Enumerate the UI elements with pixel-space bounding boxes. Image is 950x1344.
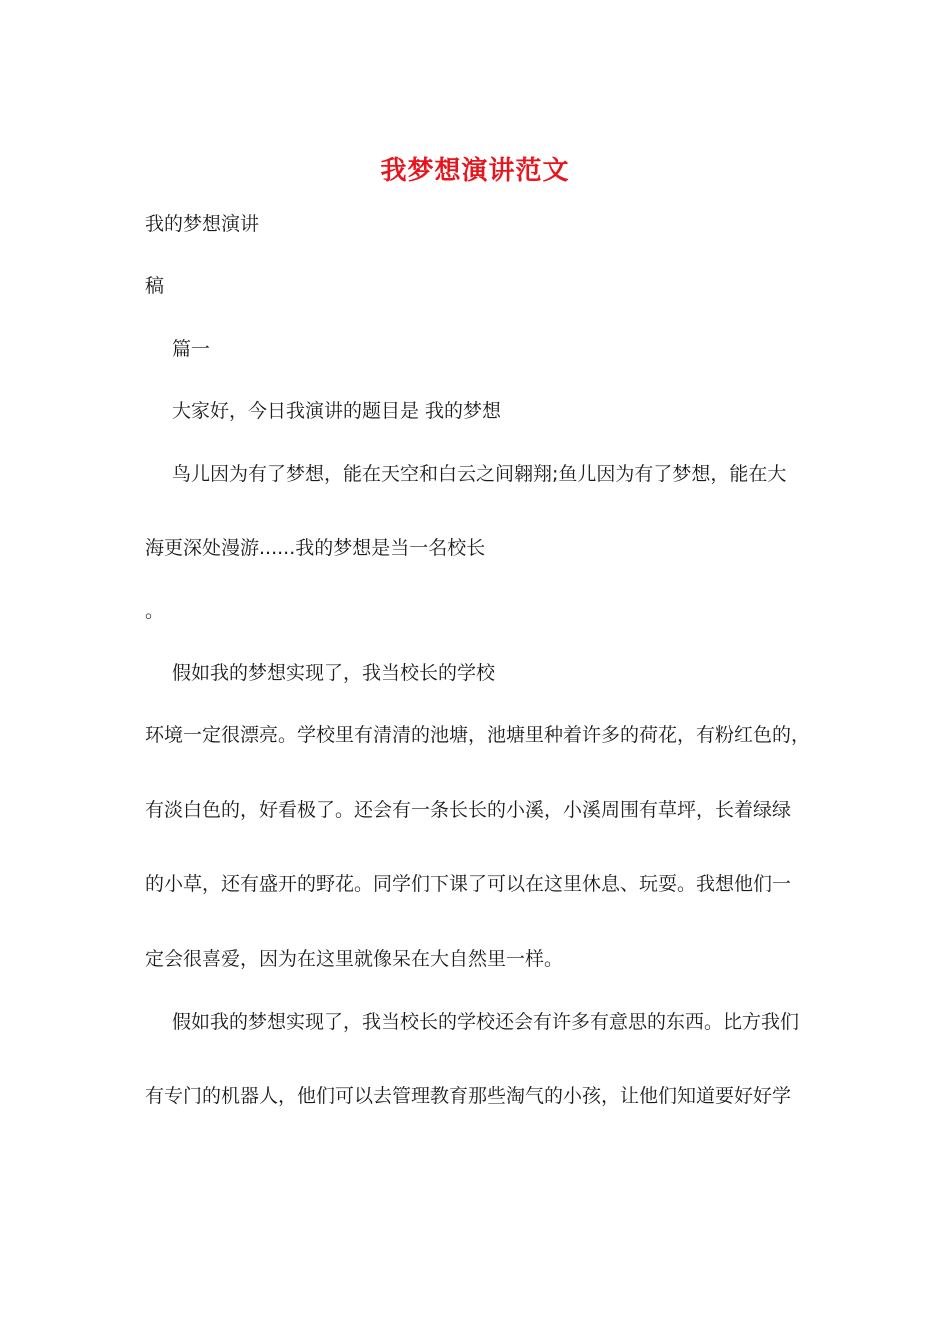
section-heading: 篇一	[172, 338, 211, 360]
text-line: 有淡白色的，好看极了。还会有一条长长的小溪，小溪周围有草坪，长着绿绿	[145, 799, 792, 821]
text-line: 稿	[145, 275, 165, 297]
text-line: 假如我的梦想实现了，我当校长的学校还会有许多有意思的东西。比方我们	[172, 1011, 800, 1033]
document-title: 我梦想演讲范文	[380, 156, 570, 186]
text-line: 有专门的机器人，他们可以去管理教育那些淘气的小孩，让他们知道要好好学	[145, 1085, 792, 1107]
text-line: 定会很喜爱，因为在这里就像呆在大自然里一样。	[145, 948, 564, 970]
text-line: 海更深处漫游......我的梦想是当一名校长	[145, 537, 486, 559]
text-line: 鸟儿因为有了梦想，能在天空和白云之间翱翔;鱼儿因为有了梦想，能在大	[172, 463, 787, 485]
text-line: 环境一定很漂亮。学校里有清清的池塘，池塘里种着许多的荷花，有粉红色的，	[145, 724, 811, 746]
text-line: 的小草，还有盛开的野花。同学们下课了可以在这里休息、玩耍。我想他们一	[145, 873, 792, 895]
text-line: 大家好，今日我演讲的题目是 我的梦想	[172, 400, 502, 422]
text-line: 。	[145, 600, 165, 622]
text-line: 我的梦想演讲	[145, 213, 260, 235]
text-line: 假如我的梦想实现了，我当校长的学校	[172, 662, 496, 684]
